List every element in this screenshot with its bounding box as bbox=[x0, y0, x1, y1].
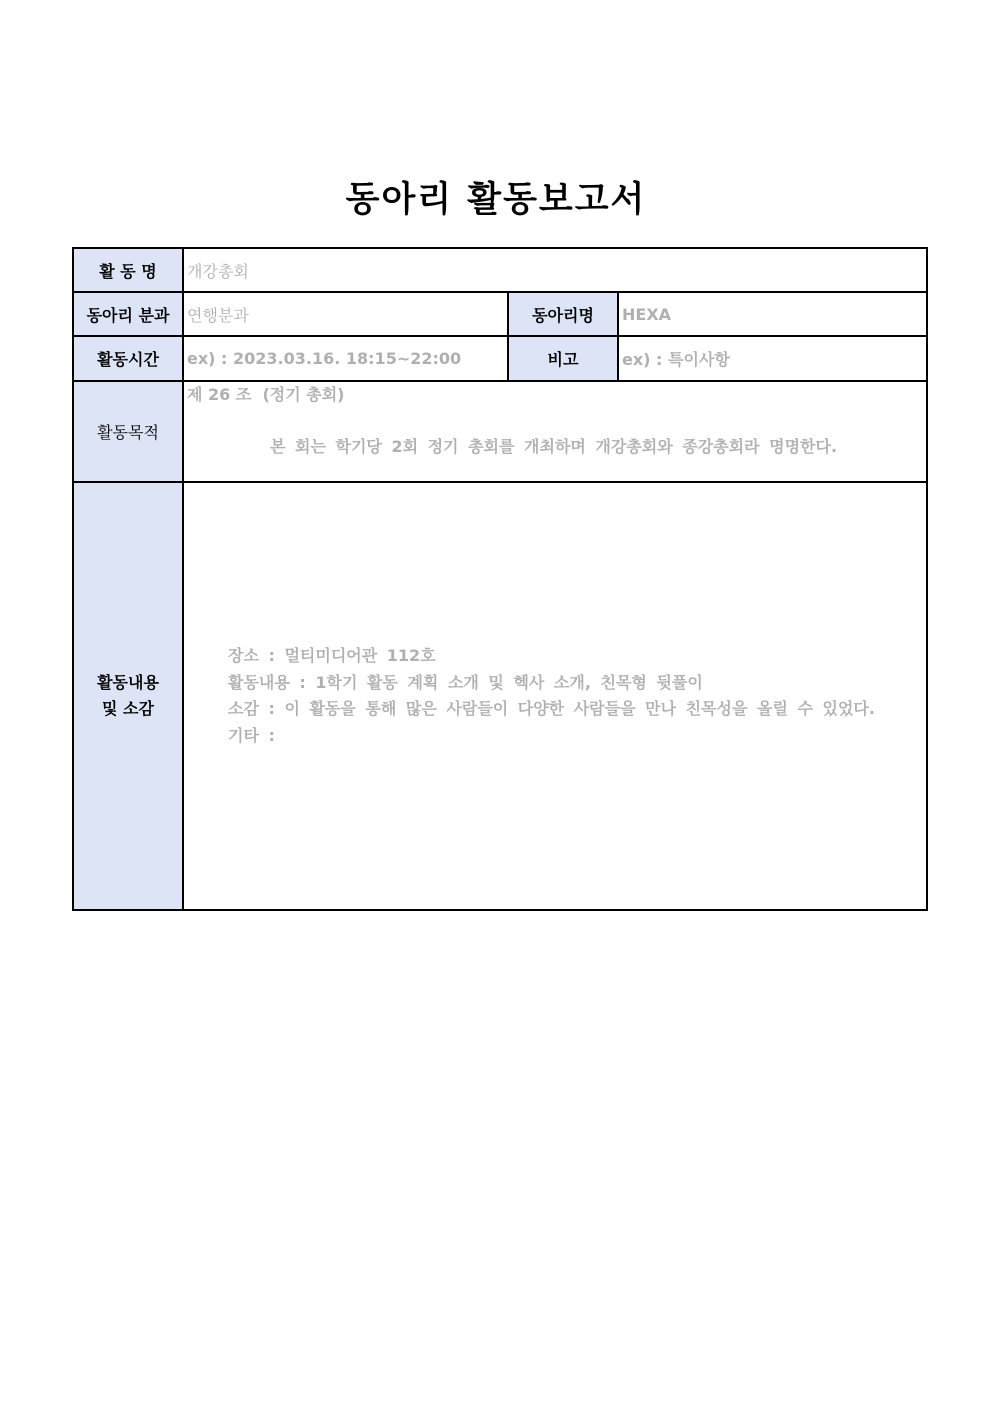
club-division-field[interactable]: 연행분과 bbox=[183, 292, 508, 336]
content-label-line2: 및 소감 bbox=[102, 699, 154, 718]
content-label-line1: 활동내용 bbox=[97, 673, 159, 692]
activity-name-row bbox=[73, 248, 927, 292]
purpose-body-text: 본 회는 학기당 2회 정기 총회를 개최하며 개강총회와 종강총회라 명명한다. bbox=[270, 437, 838, 456]
club-division-label: 동아리 분과 bbox=[73, 292, 183, 336]
content-impression-line: 소감 : 이 활동을 통해 많은 사람들이 다양한 사람들을 만나 친목성을 올릴 수 있었다. bbox=[228, 699, 875, 718]
activity-time-field[interactable]: ex) : 2023.03.16. 18:15~22:00 bbox=[183, 336, 508, 381]
club-name-label: 동아리명 bbox=[508, 292, 618, 336]
activity-name-label: 활 동 명 bbox=[73, 248, 183, 292]
club-name-field[interactable]: HEXA bbox=[618, 292, 927, 336]
activity-time-label: 활동시간 bbox=[73, 336, 183, 381]
content-field[interactable] bbox=[183, 482, 927, 910]
activity-time-row bbox=[73, 336, 927, 381]
activity-name-field[interactable]: 개강총회 bbox=[183, 248, 927, 292]
purpose-row bbox=[73, 381, 927, 482]
content-etc-line: 기타 : bbox=[228, 725, 275, 745]
note-label: 비고 bbox=[508, 336, 618, 381]
content-details-line: 활동내용 : 1학기 활동 계획 소개 및 헥사 소개, 친목형 뒷풀이 bbox=[228, 672, 703, 692]
content-label bbox=[73, 482, 183, 910]
purpose-field[interactable] bbox=[183, 381, 927, 482]
note-field[interactable]: ex) : 특이사항 bbox=[618, 336, 927, 381]
activity-report-table bbox=[72, 247, 928, 911]
content-row bbox=[73, 482, 927, 910]
purpose-article-text: 제 26 조 (정기 총회) bbox=[187, 385, 345, 404]
club-division-row bbox=[73, 292, 927, 336]
document-title: 동아리 활동보고서 bbox=[345, 180, 647, 220]
purpose-label: 활동목적 bbox=[73, 381, 183, 482]
content-place-line: 장소 : 멀티미디어관 112호 bbox=[228, 646, 436, 665]
